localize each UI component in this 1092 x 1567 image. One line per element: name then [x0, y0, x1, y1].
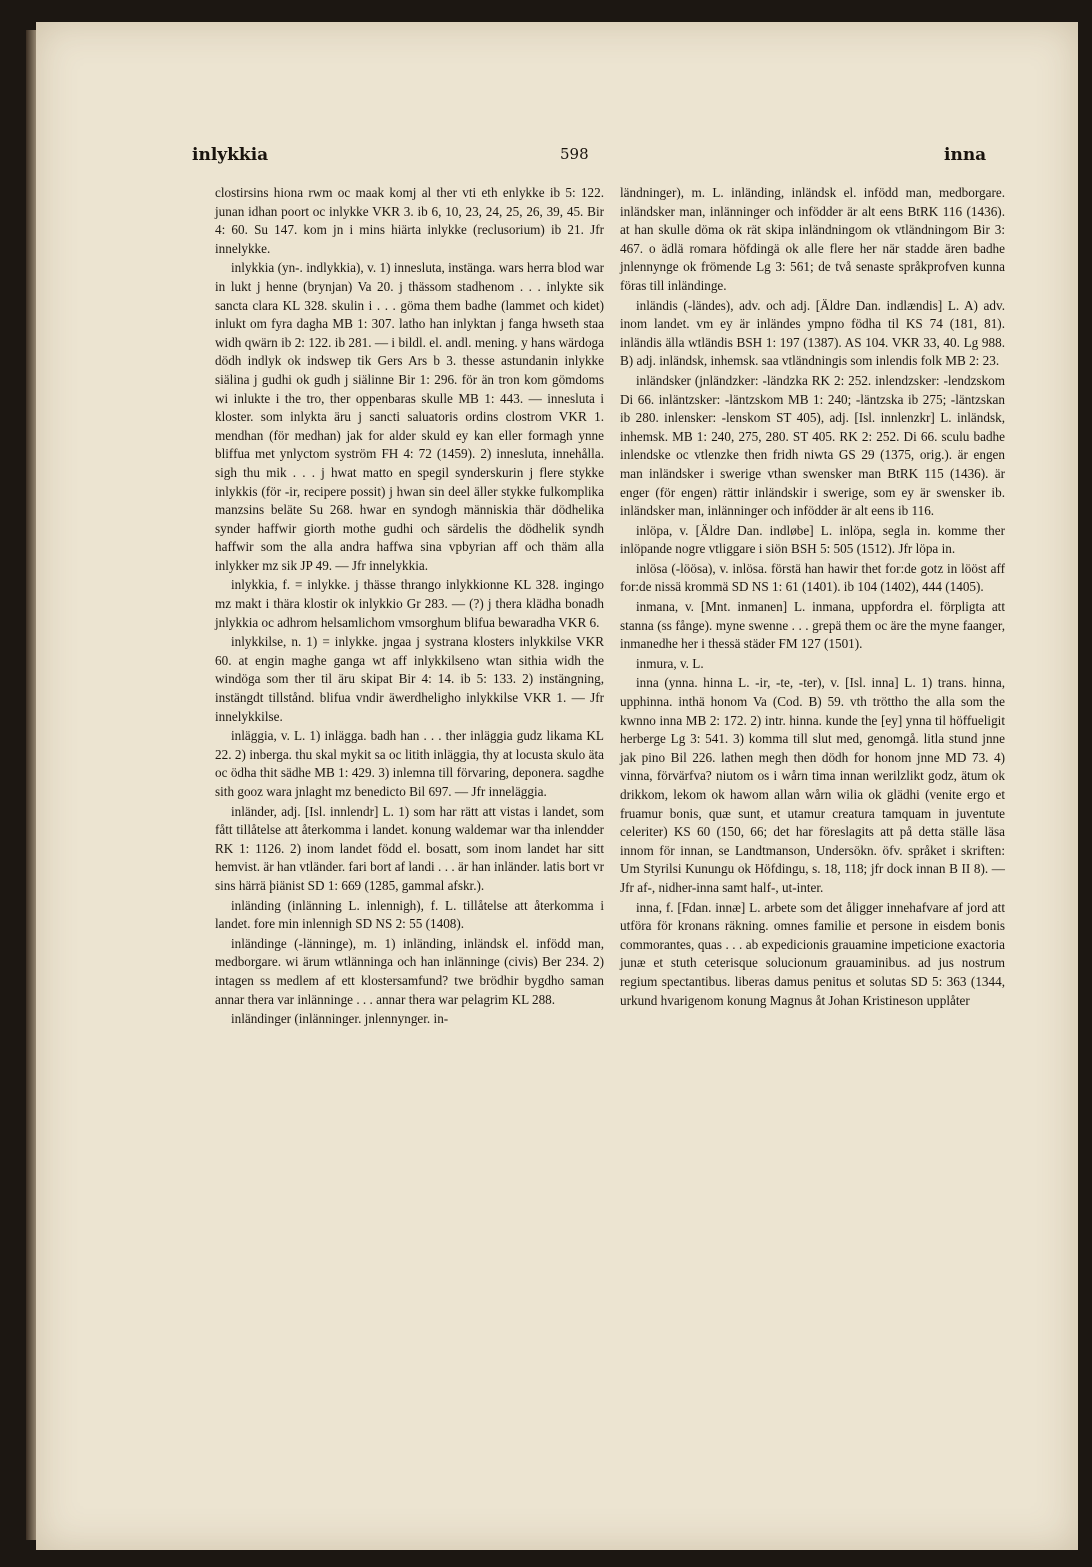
page-number: 598 [560, 145, 589, 163]
entry-inna-verb: inna (ynna. hinna L. -ir, -te, -ter), v. [Isl. inna] L. 1) trans. hinna, upphinna. inthä honom Va (Cod. B) 59. vth tröttho the alla som the kwnno inna MB 2: 172. 2) intr. hinna. kunde the [ey] ynna til höffueligit herberge Lg 3: 541. 3) komma till slut med, genomgå. litla stund jnne jak pino Bil 226. lathen megh then dödh for honom jnne MD 73. 4) vinna, förvärfva? niutom os i wårn tima innan werilzlikt godz, ätum ok drikkom, lekom ok hawom allan wårn wilia ok glädhi (venite ergo et fruamur bonis, quæ sunt, et utamur creatura tamquam in juventute celeriter) KS 60 (150, 66; det har föreslagits att på detta ställe läsa innom för innan, se Landtmanson, Undersökn. öfv. språket i skriften: Um Styrilsi Kunungu ok Höfdingu, s. 18, 118; jfr dock innan B II 8). — Jfr af-, nidher-inna samt half-, ut-inter. [620, 675, 1005, 895]
entry-inlandsker: inländsker (jnländzker: -ländzka RK 2: 252. inlendzsker: -lendzskom Di 66. inläntzsker: -läntzskom MB 1: 240; -läntzska ib 275; -läntzskan ib 280. inlensker: -lenskom ST 405), adj. [Isl. innlenzkr] L. inländsk, inhemsk. MB 1: 240, 275, 280. ST 405. RK 2: 252. Di 66. sculu badhe inlendske oc vtlenzke then fridh niwta GS 29 (1375, orig.). är engen man inländsker i swerige vthan swensker man BtRK 115 (1436). är enger (för engen) rättir inländskir i swerige, som ey är swensker ib. inländsker man, inlänninger och infödder är alt eens ib 116. [620, 372, 1005, 519]
entry-inlykkilse: inlykkilse, n. 1) = inlykke. jngaa j systrana klosters inlykkilse VKR 60. at engin maghe ganga wt aff inlykkilseno wtan sithia widh the windöga som ther til äru skipat Bir 4: 14. ib 5: 133. 2) instängning, instängdt tillstånd. blifua vndir äwerdheligho inlykkilse VKR 1. — Jfr innelykkilse. [215, 634, 604, 724]
entry-inmana: inmana, v. [Mnt. inmanen] L. inmana, uppfordra el. förpligta att stanna (ss fånge). myne swenne . . . grepä them oc äre the myne faanger, inmanedhe her i thessä städer FM 127 (1501). [620, 599, 1005, 652]
entry-inna-noun: inna, f. [Fdan. innæ] L. arbete som det åligger innehafvare af jord att utföra för kronans räkning. omnes familie et persone in eisdem bonis commorantes, quas . . . ab expedicionis grauamine impeticione exactoria junæ et stuth ceterisque solucionum grauaminibus. ad jus nostrum regium spectantibus. liberas damus penitus et solutas SD 5: 363 (1344, urkund hvarigenom konung Magnus åt Johan Kristineson upplåter [620, 899, 1005, 1008]
entry-inlosa: inlösa (-löösa), v. inlösa. förstä han hawir thet for:de gotz in lööst aff for:de nissä krommä SD NS 1: 61 (1401). ib 104 (1402), 444 (1405). [620, 560, 1005, 595]
page-header [0, 145, 1092, 171]
left-running-headword: inlykkia [192, 145, 269, 165]
entry-inlaggia: inläggia, v. L. 1) inlägga. badh han . . . ther inläggia gudz likama KL 22. 2) inberga. thu skal mykit sa oc litith inläggia, thy at locusta skulo äta oc ödha thit sädhe MB 1: 429. 3) inlemna till förvaring, deponera. sagdhe sith gooz wara jnlaght mz benedicto Bil 697. — Jfr inneläggia. [215, 728, 604, 799]
entry-inlandinger-continued: ländninger), m. L. inländing, inländsk el. infödd man, medborgare. inländsker man, inlänninger och infödder är alt eens BtRK 116 (1436). at han skulle döma ok rät skipa inländningom ok vtländningom Bir 3: 467. o ädlä romara höfdingä ok alle flere her när stadde ären badhe jnlennynge ok frömende Lg 3: 561; de två senaste språkprofven kunna föras till inländinge. [620, 185, 1005, 293]
right-running-headword: inna [944, 145, 987, 165]
entry-inlander: inländer, adj. [Isl. innlendr] L. 1) som har rätt att vistas i landet, som fått tillåtelse att återkomma i landet. konung waldemar war tha inlendder RK 1: 1126. 2) inom landet född el. bosatt, som inom landet har sitt hemvist. är han vtländer. fari bort af landi . . . är han inländer. latis bort vr sins härrä þiänist SD 1: 669 (1285, gammal afskr.). [215, 803, 604, 893]
entry-inlandis: inländis (-ländes), adv. och adj. [Äldre Dan. indlændis] L. A) adv. inom landet. vm ey är inländes ympno födha til KS 74 (181, 81). inländis älla wtländis BSH 1: 197 (1387). AS 104. VKR 33, 40. Lg 988. B) adj. inländsk, inhemsk. saa vtländningis som inlendis folk MB 2: 23. [620, 297, 1005, 369]
entry-inlandinge: inländinge (-länninge), m. 1) inländing, inländsk el. infödd man, medborgare. wi ärum wtlänninga och han inlänninge (civis) Ber 234. 2) intagen ss medlem af ett klostersamfund? twe brödhir bygdho saman annar thera var inlänninge . . . annar thera war pelagrim KL 288. [215, 935, 604, 1007]
entry-inlopa: inlöpa, v. [Äldre Dan. indløbe] L. inlöpa, segla in. komme ther inlöpande nogre vtliggare i siön BSH 5: 505 (1512). Jfr löpa in. [620, 522, 1005, 557]
entry-inmura: inmura, v. L. [636, 655, 704, 671]
entry-inlanding: inländing (inlänning L. inlennigh), f. L. tillåtelse att återkomma i landet. fore min inlennigh SD NS 2: 55 (1408). [215, 897, 604, 932]
entry-continuation: clostirsins hiona rwm oc maak komj al ther vti eth enlykke ib 5: 122. junan idhan poort oc inlykke VKR 3. ib 6, 10, 23, 24, 25, 26, 39, 45. Bir 4: 60. Su 147. kom jn i mins hiärta inlykke (reclusorium) ib 21. Jfr innelykke. [215, 185, 604, 256]
entry-inlykkia-verb: inlykkia (yn-. indlykkia), v. 1) innesluta, instänga. wars herra blod war in lukt j henne (brynjan) Va 20. j thässom stadhenom . . . inlykte sik sancta clara KL 328. skulin i . . . göma them badhe (lammet och kidet) inlukt om fyra dagha MB 1: 307. latho han inlyktan j fanga hwseth staa widh qwärn ib 2: 122. ib 281. — i bildl. el. andl. mening. y hans wärdoga dödh indlyk ok indswep tik Gers Ars b 3. thesse astundanin inlykke siälina j gudhi ok gudh j siälinne Bir 1: 296. för än tron kom gömdoms wi inlukte i the tro, ther oppenbaras skulle MB 1: 443. — innesluta i kloster. som inlykta äru j sancti saluatoris ordins clostrom VKR 1. mendhan (för medhan) jak for alder skuld ey kan eller formagh ynne bliffua met ynlyctom syström FH 4: 72 (1459). 2) innesluta, innehålla. sigh thu mik . . . j hwat matto en spegil synderskurin j flere stykke inlykkis (för -ir, recipere possit) j hwan sin deel äller stykke fulkomplika manzsins beläte Su 268. hwar en syndogh människia thär dödhelika synder haffwir giorth mothe gudhi och särdelis the dödhelik syndh haffwir som the alla andra haffwa sina vpbyrian aff och thäm alla inlykker mz sik JP 49. — Jfr innelykkia. [215, 260, 604, 573]
entry-inlykkia-noun: inlykkia, f. = inlykke. j thässe thrango inlykkionne KL 328. ingingo mz makt i thära klostir ok inlykkio Gr 283. — (?) j thera klädha bonadh jnlykkia oc adhrom helsamlichom vmsorghum blifua bewaradha VKR 6. [215, 577, 604, 630]
right-column [620, 184, 1005, 1011]
entry-inlandinger: inländinger (inlänninger. jnlennynger. in- [231, 1011, 449, 1027]
left-column [215, 184, 604, 1030]
